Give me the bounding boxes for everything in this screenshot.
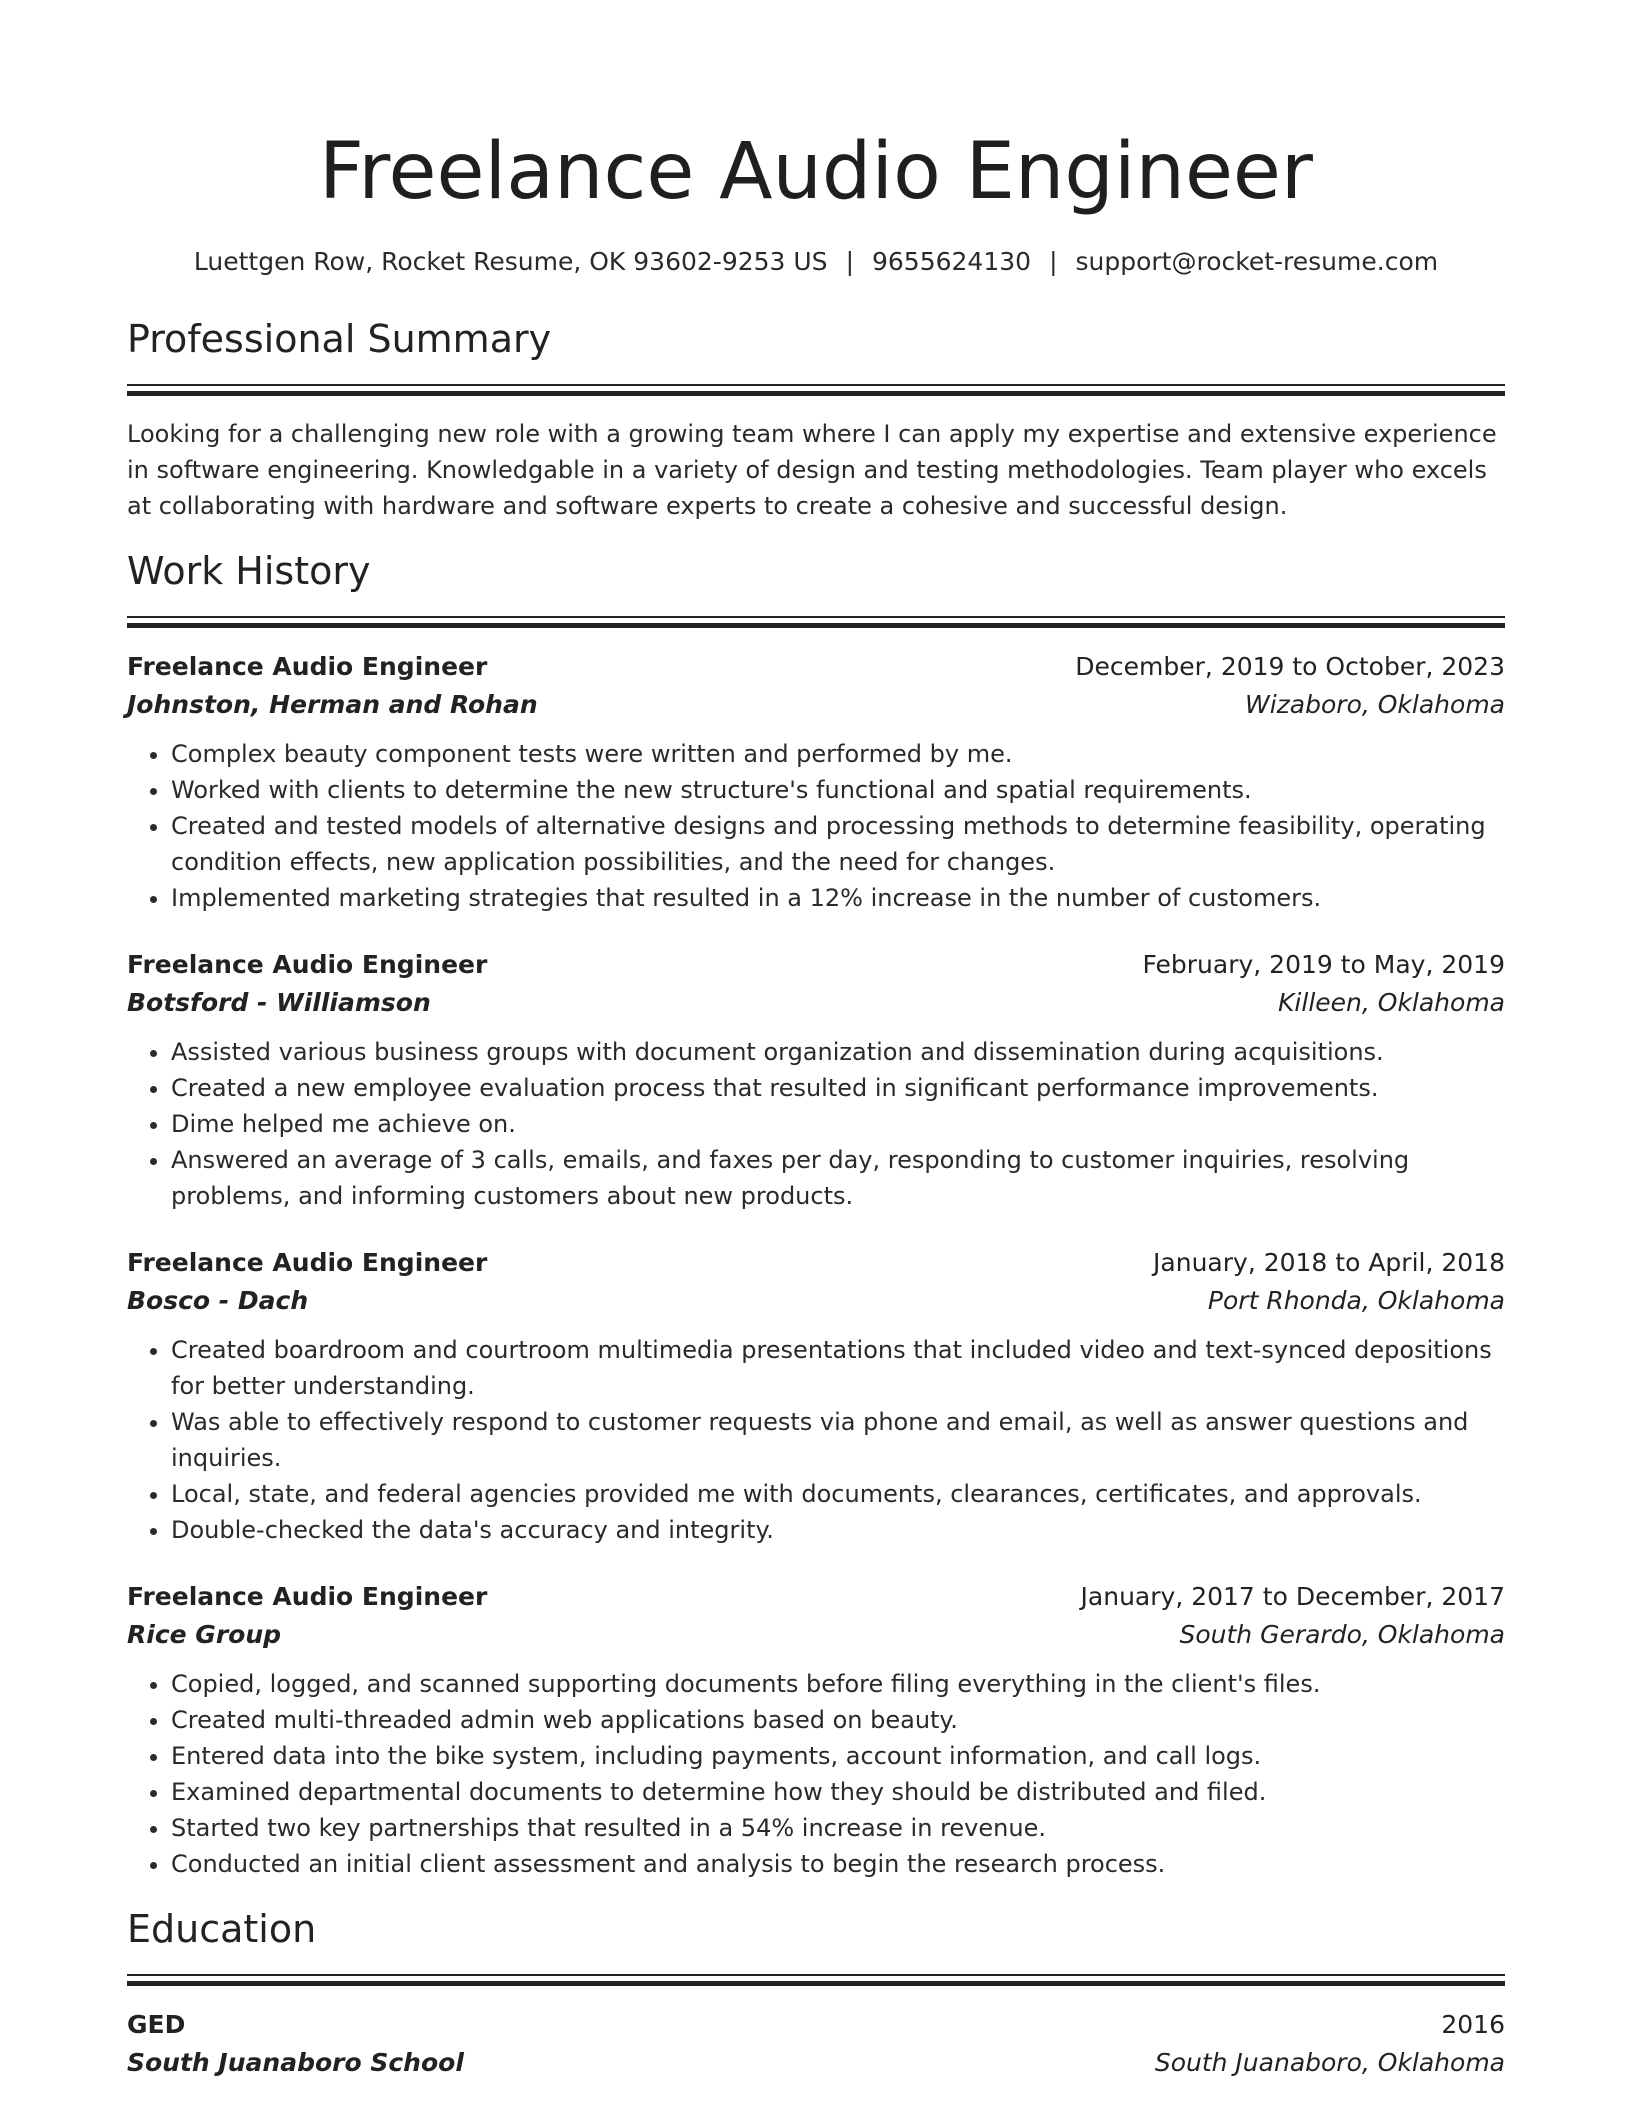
job-bullet: • Worked with clients to determine the new structure's functional and spatial requirements. — [171, 772, 1505, 808]
education-degree: GED — [127, 2010, 186, 2039]
job-bullets — [127, 1034, 1505, 1214]
job-bullet: • Created and tested models of alternative designs and processing methods to determine feasibility, operating condition effects, new application possibilities, and the need for changes. — [171, 808, 1505, 880]
education-row-top — [127, 2006, 1505, 2044]
contact-address: Luettgen Row, Rocket Resume, OK 93602-9253 US — [193, 247, 828, 276]
job-row-top — [127, 648, 1505, 686]
education-location: South Juanaboro, Oklahoma — [1154, 2048, 1505, 2077]
job-row-bottom — [127, 686, 1505, 724]
contact-separator: | — [1049, 247, 1058, 276]
job-row-bottom — [127, 1616, 1505, 1654]
job-bullet: • Double-checked the data's accuracy and integrity. — [171, 1512, 1505, 1548]
job-title: Freelance Audio Engineer — [127, 950, 488, 979]
job-bullet: • Examined departmental documents to determine how they should be distributed and filed. — [171, 1774, 1505, 1810]
job-dates: December, 2019 to October, 2023 — [1075, 652, 1505, 681]
job-bullet: • Conducted an initial client assessment and analysis to begin the research process. — [171, 1846, 1505, 1882]
job-company: Johnston, Herman and Rohan — [127, 690, 538, 719]
job-bullets — [127, 1666, 1505, 1882]
education-row-bottom — [127, 2044, 1505, 2082]
job-bullet: • Created boardroom and courtroom multimedia presentations that included video and text-synced depositions for better understanding. — [171, 1332, 1505, 1404]
job-bullet: • Entered data into the bike system, including payments, account information, and call logs. — [171, 1738, 1505, 1774]
job-row-top — [127, 946, 1505, 984]
section-divider-thin — [127, 616, 1505, 618]
job-row-top — [127, 1578, 1505, 1616]
job-bullet: • Started two key partnerships that resulted in a 54% increase in revenue. — [171, 1810, 1505, 1846]
job-dates: January, 2017 to December, 2017 — [1080, 1582, 1505, 1611]
job-company: Botsford - Williamson — [127, 988, 431, 1017]
job-entry — [127, 946, 1505, 1214]
job-bullet: • Local, state, and federal agencies provided me with documents, clearances, certificates, and approvals. — [171, 1476, 1505, 1512]
job-entry — [127, 1244, 1505, 1548]
job-bullet: • Copied, logged, and scanned supporting documents before filing everything in the client's files. — [171, 1666, 1505, 1702]
job-location: Wizaboro, Oklahoma — [1245, 690, 1505, 719]
job-bullet: • Answered an average of 3 calls, emails, and faxes per day, responding to customer inquiries, resolving problems, and informing customers about new products. — [171, 1142, 1505, 1214]
job-entry — [127, 1578, 1505, 1882]
job-title: Freelance Audio Engineer — [127, 652, 488, 681]
job-bullets — [127, 736, 1505, 916]
section-divider-thick — [127, 623, 1505, 628]
section-divider-thin — [127, 384, 1505, 386]
job-entry — [127, 648, 1505, 916]
job-row-bottom — [127, 984, 1505, 1022]
job-bullet: • Assisted various business groups with document organization and dissemination during acquisitions. — [171, 1034, 1505, 1070]
job-dates: January, 2018 to April, 2018 — [1153, 1248, 1505, 1277]
education-section-header — [127, 1904, 1505, 1986]
summary-section-header — [127, 314, 1505, 396]
job-row-bottom — [127, 1282, 1505, 1320]
work-history-list — [127, 648, 1505, 1882]
work-section-header — [127, 546, 1505, 628]
job-company: Bosco - Dach — [127, 1286, 309, 1315]
resume-title: Freelance Audio Engineer — [319, 127, 1313, 217]
section-divider-thick — [127, 391, 1505, 396]
job-bullet: • Created multi-threaded admin web applications based on beauty. — [171, 1702, 1505, 1738]
job-company: Rice Group — [127, 1620, 282, 1649]
job-dates: February, 2019 to May, 2019 — [1142, 950, 1505, 979]
job-title: Freelance Audio Engineer — [127, 1582, 488, 1611]
contact-phone: 9655624130 — [872, 247, 1032, 276]
job-bullet: • Complex beauty component tests were written and performed by me. — [171, 736, 1505, 772]
contact-line — [127, 244, 1505, 280]
job-title: Freelance Audio Engineer — [127, 1248, 488, 1277]
job-location: Port Rhonda, Oklahoma — [1207, 1286, 1505, 1315]
education-school: South Juanaboro School — [127, 2048, 464, 2077]
contact-email: support@rocket-resume.com — [1075, 247, 1439, 276]
job-bullet: • Implemented marketing strategies that resulted in a 12% increase in the number of customers. — [171, 880, 1505, 916]
job-location: South Gerardo, Oklahoma — [1179, 1620, 1505, 1649]
contact-separator: | — [845, 247, 854, 276]
education-year: 2016 — [1441, 2010, 1505, 2039]
job-bullet: • Created a new employee evaluation process that resulted in significant performance improvements. — [171, 1070, 1505, 1106]
job-bullets — [127, 1332, 1505, 1548]
job-location: Killeen, Oklahoma — [1278, 988, 1505, 1017]
section-divider-thick — [127, 1981, 1505, 1986]
work-heading: Work History — [127, 549, 371, 593]
job-bullet: • Dime helped me achieve on. — [171, 1106, 1505, 1142]
section-divider-thin — [127, 1974, 1505, 1976]
summary-text: Looking for a challenging new role with a growing team where I can apply my expertise and extensive experience in software engineering. Knowledgable in a variety of design and testing methodologies. Team player who excels at collaborating with hardware and software experts to create a cohesive and successful design. — [127, 420, 1497, 520]
summary-heading: Professional Summary — [127, 317, 552, 361]
education-entry — [127, 2006, 1505, 2082]
education-heading: Education — [127, 1907, 317, 1951]
job-row-top — [127, 1244, 1505, 1282]
job-bullet: • Was able to effectively respond to customer requests via phone and email, as well as answer questions and inquiries. — [171, 1404, 1505, 1476]
